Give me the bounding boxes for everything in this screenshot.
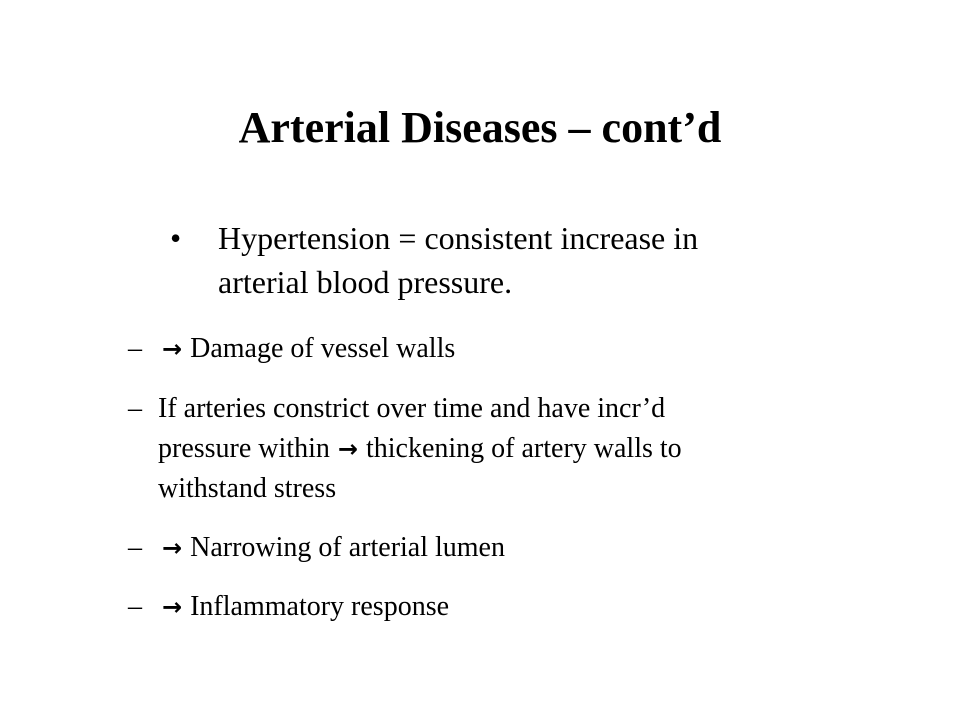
sub-item-inflammatory-label: Inflammatory response [190, 591, 450, 622]
sub-item-damage-text [158, 329, 878, 369]
sub-item-inflammatory-text [158, 587, 878, 627]
sub-item-narrowing-label: Narrowing of arterial lumen [190, 532, 505, 563]
right-arrow-icon: → [162, 593, 183, 621]
dash-marker: – [128, 393, 142, 424]
sub-item-arteries-line-2 [158, 429, 878, 469]
main-bullet-line-2: arterial blood pressure. [218, 264, 513, 300]
sub-item-arteries-line-1: If arteries constrict over time and have incr’d [158, 393, 666, 424]
sub-item-arteries-line-2b: thickening of artery walls to [365, 433, 682, 464]
right-arrow-icon: → [337, 435, 358, 463]
right-arrow-icon: → [162, 335, 183, 363]
sub-item-damage-label: Damage of vessel walls [190, 333, 456, 364]
dash-marker: – [128, 591, 142, 622]
sub-item-arteries-line-3: withstand stress [158, 473, 337, 504]
sub-item-arteries-line-2a: pressure within [158, 433, 330, 464]
sub-item-narrowing-text [158, 528, 878, 568]
main-bullet-line-1: Hypertension = consistent increase in [218, 220, 699, 256]
slide-title: Arterial Diseases – cont’d [238, 103, 722, 152]
sub-item-arteries-text [158, 389, 878, 509]
dash-marker: – [128, 333, 142, 364]
bullet-marker: • [170, 220, 182, 256]
main-bullet-text [218, 216, 868, 304]
dash-marker: – [128, 532, 142, 563]
right-arrow-icon: → [162, 534, 183, 562]
